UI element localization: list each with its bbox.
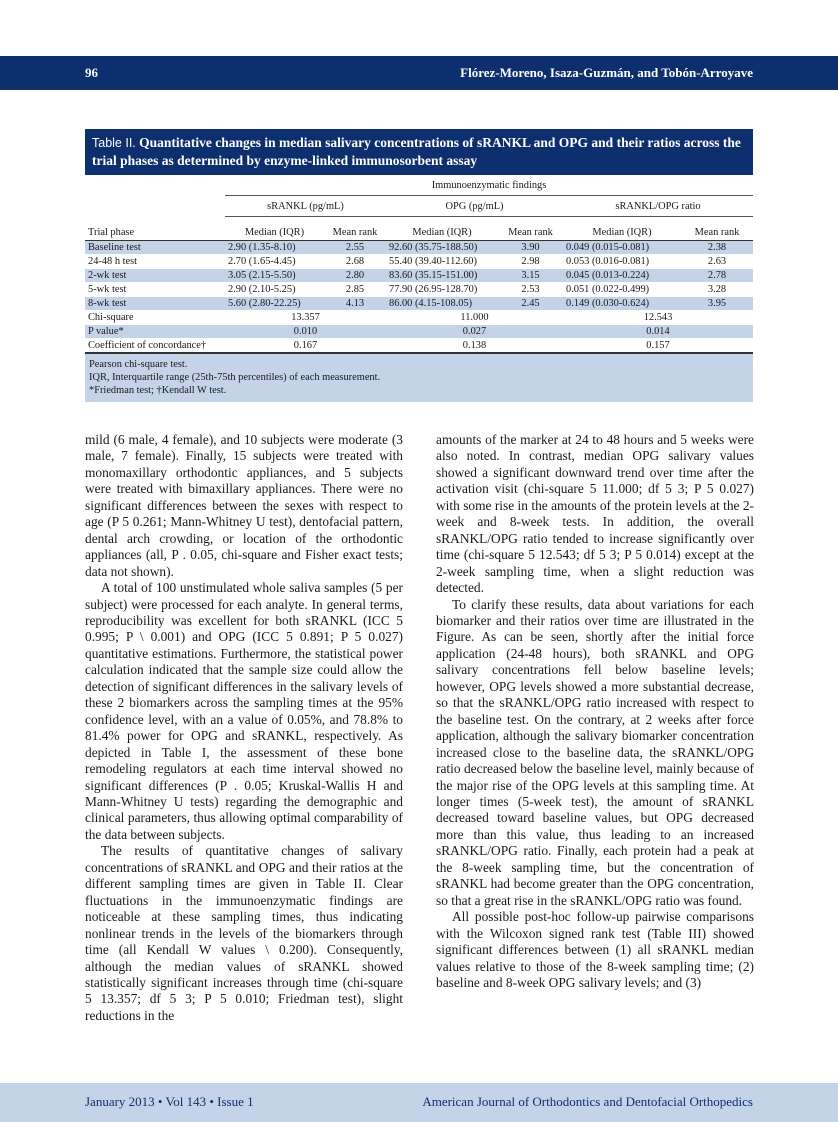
- paragraph: To clarify these results, data about variations for each biomarker and their ratios over time are illustrated in the Figure. As can be seen, shortly after the initial force application (24-48 hours), both sRANKL and OPG salivary concentrations fell below baseline levels; however, OPG levels showed a more substantial decrease, so that the sRANKL/OPG ratio increased with respect to the baseline test. On the contrary, at 2 weeks after force application, although the salivary biomarker concentration increased close to the baseline data, the sRANKL/OPG ratio decreased below the baseline level, mainly because of the major rise of the OPG levels at this sampling time. At longer times (5-week test), the amount of sRANKL decreased toward baseline values, but OPG decreased more than this value, thus leading to an increased sRANKL/OPG ratio. Finally, each protein had a peak at the 8-week sampling time, but the concentration of sRANKL had become greater than the OPG concentration, so that a great rise in the sRANKL/OPG ratio was found.: [436, 596, 754, 908]
- srankl-median-cell: 2.90 (1.35-8.10): [225, 241, 324, 255]
- issue-info: January 2013 • Vol 143 • Issue 1: [85, 1094, 254, 1109]
- stat-row-p-value: [85, 325, 753, 339]
- phase-cell: Baseline test: [85, 241, 225, 255]
- column-header-phase: Trial phase: [85, 217, 225, 241]
- running-header: [0, 56, 838, 90]
- srankl-median-cell: 2.70 (1.65-4.45): [225, 255, 324, 269]
- phase-cell: 5-wk test: [85, 283, 225, 297]
- table-label: Table II.: [92, 136, 136, 150]
- footnote: Pearson chi-square test.: [89, 359, 188, 370]
- column-header-rank: Mean rank: [498, 217, 563, 241]
- table-row: [85, 241, 753, 255]
- srankl-stat-cell: 0.167: [225, 339, 386, 353]
- results-table: [85, 175, 753, 353]
- ratio-rank-cell: 2.78: [681, 269, 753, 283]
- running-footer: [0, 1083, 838, 1122]
- opg-rank-cell: 2.45: [498, 297, 563, 311]
- column-header-rank: Mean rank: [681, 217, 753, 241]
- table-row: [85, 297, 753, 311]
- paragraph: amounts of the marker at 24 to 48 hours and 5 weeks were also noted. In contrast, median OPG salivary values showed a significant downward trend over time after the activation visit (chi-square 5 11.000; df 5 3; P 5 0.027) with some rise in the amounts of the protein levels at the 2-week and 8-week tests. In addition, the overall sRANKL/OPG ratio tended to increase significantly over time (chi-square 5 12.543; df 5 3; P 5 0.014) except at the 2-week sampling time, when a slight reduction was detected.: [436, 432, 754, 596]
- group-header-ratio: sRANKL/OPG ratio: [563, 196, 753, 217]
- body-column-left: [85, 432, 403, 1024]
- opg-median-cell: 86.00 (4.15-108.05): [386, 297, 498, 311]
- stat-label: Chi-square: [85, 311, 225, 325]
- ratio-median-cell: 0.051 (0.022-0.499): [563, 283, 681, 297]
- ratio-stat-cell: 0.157: [563, 339, 753, 353]
- body-column-right: [436, 432, 754, 991]
- opg-median-cell: 55.40 (39.40-112.60): [386, 255, 498, 269]
- stat-row-chi-square: [85, 311, 753, 325]
- phase-cell: 2-wk test: [85, 269, 225, 283]
- srankl-rank-cell: 4.13: [324, 297, 386, 311]
- column-header-median: Median (IQR): [225, 217, 324, 241]
- opg-stat-cell: 11.000: [386, 311, 563, 325]
- column-header-rank: Mean rank: [324, 217, 386, 241]
- srankl-rank-cell: 2.68: [324, 255, 386, 269]
- table-row: [85, 269, 753, 283]
- opg-rank-cell: 3.15: [498, 269, 563, 283]
- srankl-rank-cell: 2.85: [324, 283, 386, 297]
- table-title: Quantitative changes in median salivary concentrations of sRANKL and OPG and their ratios across the trial phases as determined by enzyme-linked immunosorbent assay: [92, 135, 741, 168]
- ratio-rank-cell: 2.38: [681, 241, 753, 255]
- ratio-median-cell: 0.049 (0.015-0.081): [563, 241, 681, 255]
- page-number: 96: [85, 65, 98, 80]
- opg-stat-cell: 0.138: [386, 339, 563, 353]
- stat-label: Coefficient of concordance†: [85, 339, 225, 353]
- phase-cell: 24-48 h test: [85, 255, 225, 269]
- opg-rank-cell: 2.53: [498, 283, 563, 297]
- opg-median-cell: 92.60 (35.75-188.50): [386, 241, 498, 255]
- srankl-median-cell: 5.60 (2.80-22.25): [225, 297, 324, 311]
- srankl-median-cell: 2.90 (2.10-5.25): [225, 283, 324, 297]
- opg-median-cell: 77.90 (26.95-128.70): [386, 283, 498, 297]
- opg-rank-cell: 3.90: [498, 241, 563, 255]
- group-header-opg: OPG (pg/mL): [386, 196, 563, 217]
- table-row: [85, 255, 753, 269]
- ratio-rank-cell: 3.28: [681, 283, 753, 297]
- table-caption: [85, 129, 753, 175]
- super-header: Immunoenzymatic findings: [225, 175, 753, 196]
- ratio-median-cell: 0.045 (0.013-0.224): [563, 269, 681, 283]
- table-row: [85, 283, 753, 297]
- paragraph: mild (6 male, 4 female), and 10 subjects were moderate (3 male, 7 female). Finally, 15 subjects were treated with monomaxillary orthodontic appliances, and 5 subjects were treated with bimaxillary appliances. There were no significant differences between the sexes with respect to age (P 5 0.261; Mann-Whitney U test), dentofacial pattern, dental arch crowding, or location of the orthodontic appliances (all, P . 0.05, chi-square and Fisher exact tests; data not shown).: [85, 432, 403, 579]
- table-ii: [85, 129, 753, 402]
- ratio-median-cell: 0.149 (0.030-0.624): [563, 297, 681, 311]
- paragraph: A total of 100 unstimulated whole saliva samples (5 per subject) were processed for each analyte. In general terms, reproducibility was excellent for both sRANKL (ICC 5 0.995; P \ 0.001) and OPG (ICC 5 0.891; P 5 0.027) quantitative estimations. Furthermore, the statistical power calculation indicated that the sample size could allow the detection of significant differences in the salivary levels of these 2 biomarkers across the sampling times at the 95% confidence level, with an a value of 0.05%, and 78.8% to 81.4% power for OPG and sRANKL, respectively. As depicted in Table I, the assessment of these bone remodeling regulators at each time interval showed no significant differences (P . 0.05; Kruskal-Wallis H and Mann-Whitney U tests) regarding the demographic and clinical parameters, thus allowing optimal comparability of the data between subjects.: [85, 580, 403, 842]
- ratio-stat-cell: 0.014: [563, 325, 753, 339]
- paragraph: The results of quantitative changes of salivary concentrations of sRANKL and OPG and their ratios at the different sampling times are given in Table II. Clear fluctuations in the immunoenzymatic findings are noticeable at these sampling times, thus indicating nonlinear trends in the levels of the biomarkers through time (all Kendall W values \ 0.200). Consequently, although the median values of sRANKL showed statistically significant increases through time (chi-square 5 13.357; df 5 3; P 5 0.010; Friedman test), slight reductions in the: [85, 843, 403, 1023]
- srankl-rank-cell: 2.80: [324, 269, 386, 283]
- footnote: *Friedman test; †Kendall W test.: [89, 385, 227, 396]
- ratio-rank-cell: 3.95: [681, 297, 753, 311]
- srankl-stat-cell: 0.010: [225, 325, 386, 339]
- table-footnotes: [85, 353, 753, 402]
- ratio-median-cell: 0.053 (0.016-0.081): [563, 255, 681, 269]
- column-header-median: Median (IQR): [386, 217, 498, 241]
- stat-row-concordance: [85, 339, 753, 353]
- ratio-rank-cell: 2.63: [681, 255, 753, 269]
- srankl-stat-cell: 13.357: [225, 311, 386, 325]
- running-authors: Flórez-Moreno, Isaza-Guzmán, and Tobón-Arroyave: [460, 65, 753, 80]
- stat-label: P value*: [85, 325, 225, 339]
- footnote: IQR, Interquartile range (25th-75th percentiles) of each measurement.: [89, 372, 381, 383]
- srankl-median-cell: 3.05 (2.15-5.50): [225, 269, 324, 283]
- opg-rank-cell: 2.98: [498, 255, 563, 269]
- srankl-rank-cell: 2.55: [324, 241, 386, 255]
- opg-median-cell: 83.60 (35.15-151.00): [386, 269, 498, 283]
- phase-cell: 8-wk test: [85, 297, 225, 311]
- paragraph: All possible post-hoc follow-up pairwise comparisons with the Wilcoxon signed rank test (Table III) showed significant differences between (1) all sRANKL median values relative to those of the 8-week sampling time; (2) baseline and 8-week OPG salivary levels; and (3): [436, 909, 754, 990]
- ratio-stat-cell: 12.543: [563, 311, 753, 325]
- column-header-median: Median (IQR): [563, 217, 681, 241]
- group-header-srankl: sRANKL (pg/mL): [225, 196, 386, 217]
- journal-name: American Journal of Orthodontics and Dentofacial Orthopedics: [422, 1094, 753, 1109]
- opg-stat-cell: 0.027: [386, 325, 563, 339]
